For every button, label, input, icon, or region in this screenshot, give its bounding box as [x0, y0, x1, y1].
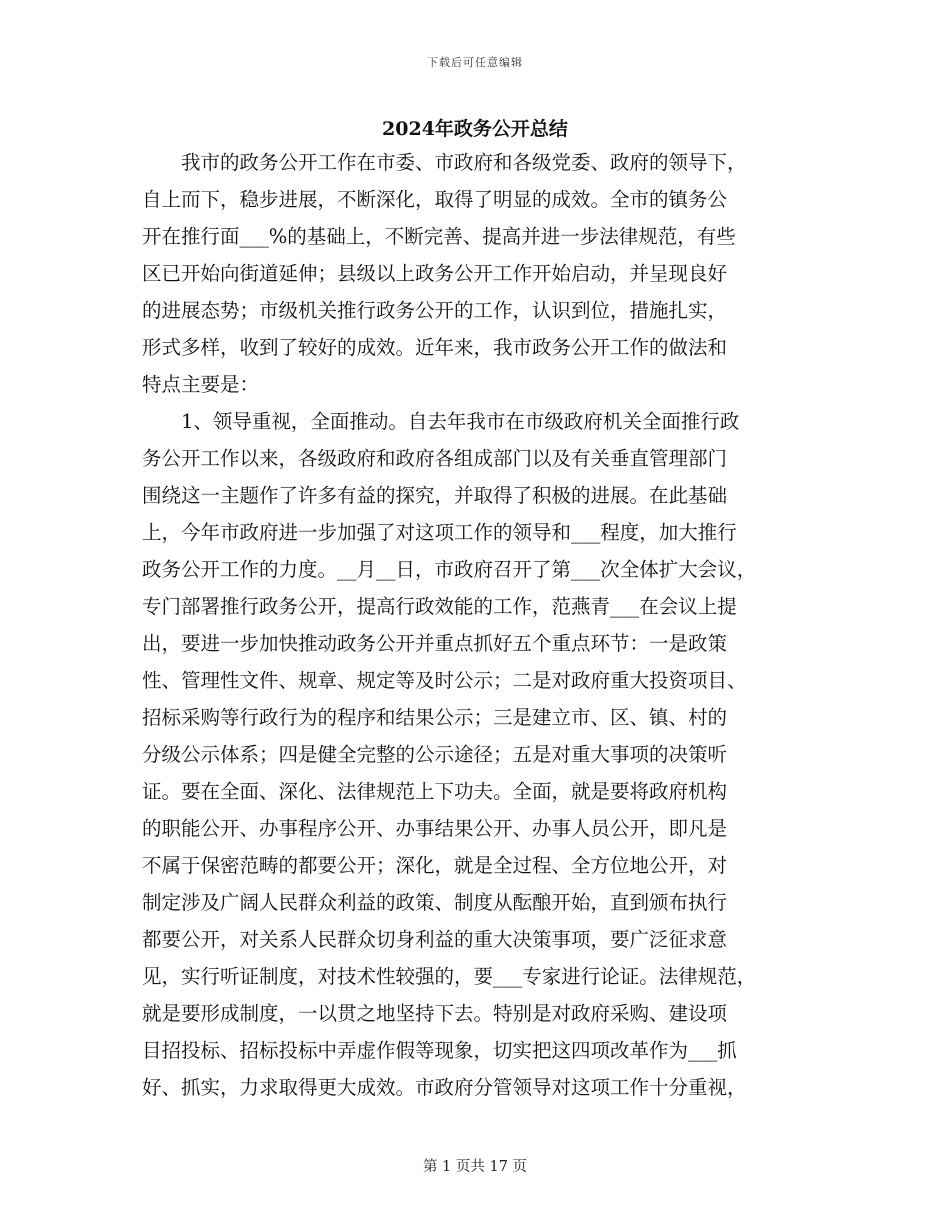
- body-line: 都要公开，对关系人民群众切身利益的重大决策事项，要广泛征求意: [142, 928, 728, 951]
- body-line: 制定涉及广阔人民群众利益的政策、制度从酝酿开始，直到颁布执行: [142, 891, 728, 914]
- body-line: 政务公开工作的力度。__月__日，市政府召开了第___次全体扩大会议，: [142, 558, 757, 581]
- body-line: 出，要进一步加快推动政务公开并重点抓好五个重点环节：一是政策: [142, 632, 728, 655]
- body-line: 好、抓实，力求取得更大成效。市政府分管领导对这项工作十分重视，: [142, 1076, 747, 1099]
- body-line: 围绕这一主题作了许多有益的探究，并取得了积极的进展。在此基础: [142, 484, 728, 507]
- body-line: 就是要形成制度，一以贯之地坚持下去。特别是对政府采购、建设项: [142, 1002, 728, 1025]
- body-line: 务公开工作以来，各级政府和政府各组成部门以及有关垂直管理部门: [142, 447, 728, 470]
- body-line: 的职能公开、办事程序公开、办事结果公开、办事人员公开，即凡是: [142, 817, 728, 840]
- header-note: 下载后可任意编辑: [427, 56, 523, 69]
- body-line: 目招投标、招标投标中弄虚作假等现象，切实把这四项改革作为___抓: [142, 1039, 737, 1062]
- body-line: 的进展态势；市级机关推行政务公开的工作，认识到位，措施扎实，: [142, 299, 728, 322]
- body-line: 证。要在全面、深化、法律规范上下功夫。全面，就是要将政府机构: [142, 780, 728, 803]
- body-line: 上，今年市政府进一步加强了对这项工作的领导和___程度，加大推行: [142, 521, 737, 544]
- body-line: 性、管理性文件、规章、规定等及时公示；二是对政府重大投资项目、: [142, 669, 747, 692]
- body-line: 开在推行面___%的基础上，不断完善、提高并进一步法律规范，有些: [142, 225, 736, 248]
- body-line: 专门部署推行政务公开，提高行政效能的工作，范燕青___在会议上提: [142, 595, 737, 618]
- body-line: 自上而下，稳步进展，不断深化，取得了明显的成效。全市的镇务公: [142, 188, 728, 211]
- body-line: 特点主要是：: [142, 373, 260, 396]
- body-line: 形式多样，收到了较好的成效。近年来，我市政务公开工作的做法和: [142, 336, 728, 359]
- body-line: 招标采购等行政行为的程序和结果公示；三是建立市、区、镇、村的: [142, 706, 728, 729]
- body-line: 1、领导重视，全面推动。自去年我市在市级政府机关全面推行政: [181, 410, 740, 433]
- document-title: 2024年政务公开总结: [382, 118, 568, 140]
- page-footer: 第 1 页共 17 页: [422, 1159, 528, 1175]
- body-line: 区已开始向街道延伸；县级以上政务公开工作开始启动，并呈现良好: [142, 262, 728, 285]
- body-line: 不属于保密范畴的都要公开；深化，就是全过程、全方位地公开，对: [142, 854, 728, 877]
- body-line: 见，实行听证制度，对技术性较强的，要___专家进行论证。法律规范，: [142, 965, 757, 988]
- body-line: 我市的政务公开工作在市委、市政府和各级党委、政府的领导下，: [181, 151, 747, 174]
- body-line: 分级公示体系；四是健全完整的公示途径；五是对重大事项的决策听: [142, 743, 728, 766]
